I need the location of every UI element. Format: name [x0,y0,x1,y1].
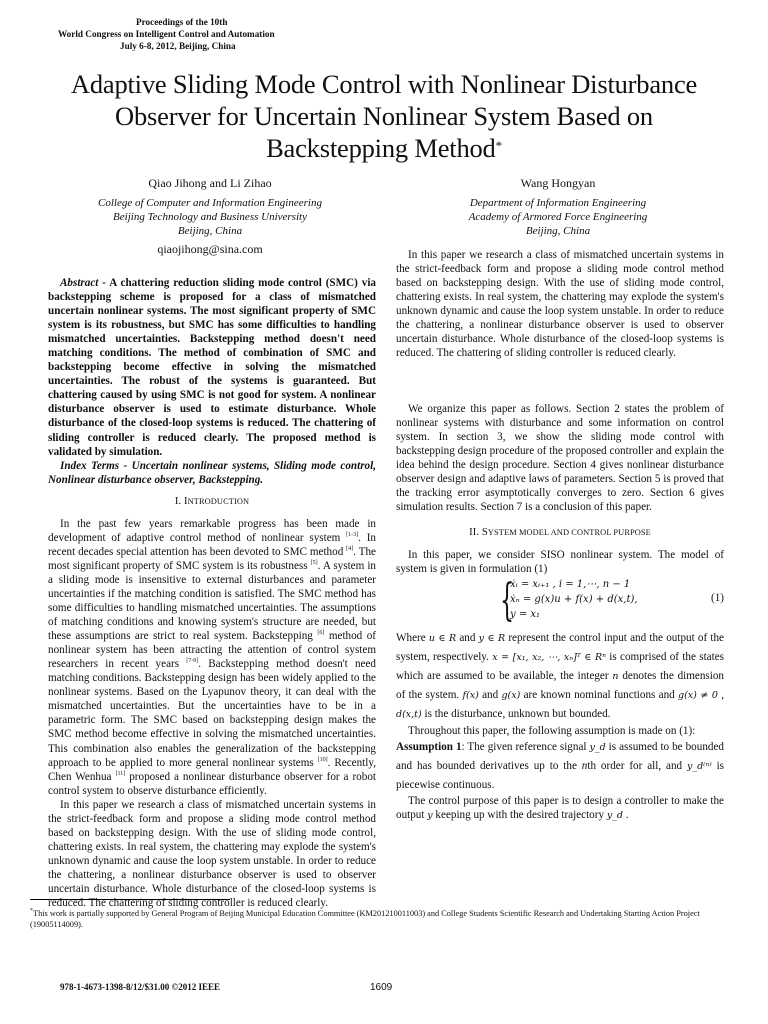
affiliation-1-line-2: Beijing Technology and Business University [113,211,307,223]
author-email: qiaojihong@sina.com [157,242,263,256]
abstract [48,276,376,459]
footnote-rule [30,899,230,900]
affiliation-2-line-1: Department of Information Engineering [469,197,647,209]
abstract-text: A chattering reduction sliding mode control (SMC) via backstepping scheme is proposed for a class of mismatched uncertain nonlinear systems. The most significant property of SMC system is its robustness, but SMC has some difficulties to handling mismatched uncertainties. Backstepping method doesn't need matching conditions. The method of combination of SMC and backstepping become effective in solving the mismatched uncertainties. The robust of the systems is guaranteed. But chattering caused by using SMC is not good for system. A nonlinear disturbance observer is used to estimate disturbance. Whole disturbance of the closed-loop systems is reduced. The chattering of sliding controller is reduced clearly. The proposed method is validated by simulation. [48,277,376,458]
section-2-paragraph-4: The control purpose of this paper is to design a controller to make the output y keeping up with the desired trajectory y_d . [396,794,724,821]
page-number: 1609 [370,982,393,993]
section-2-paragraph-2: Where u ∈ R and y ∈ R represent the control input and the output of the system, respectively. x = [x₁, x₂, ⋯, xₙ]ᵀ ∈ Rⁿ is comprised of the states which are assumed to be available, the integer n denotes the dimension of the system. f(x) and g(x) are known nominal functions and g(x) ≠ 0 , d(x,t) is the disturbance, unknown but bounded. [396,631,725,720]
right-column [396,249,725,823]
section-1-heading: I. INTRODUCTION [174,495,250,507]
author-names-1: Qiao Jihong and Li Zihao [148,176,272,190]
section-2-heading: II. SYSTEM MODEL AND CONTROL PURPOSE [469,527,651,539]
affiliation-1-line-3: Beijing, China [177,225,243,237]
affiliation-2-line-2: Academy of Armored Force Engineering [468,211,648,223]
proceedings-line-3: July 6-8, 2012, Beijing, China [120,41,236,52]
section-2-paragraph-1: In this paper, we consider SISO nonlinear system. The model of system is given in formulation (1) [396,549,724,576]
footnote [30,906,730,931]
index-terms-label: Index Terms - [60,459,128,472]
section-2-paragraph-3: Throughout this paper, the following assumption is made on (1): [408,724,696,737]
assumption-1: Assumption 1: The given reference signal y_d is assumed to be bounded and has bounded derivatives up to the nth order for all, and y_d⁽ⁿ⁾ is piecewise continuous. [396,740,725,791]
index-terms-text: Uncertain nonlinear systems, Sliding mode control, Nonlinear disturbance observer, Backstepping. [48,459,376,486]
equation-brace: { [500,574,514,626]
index-terms [48,459,376,487]
paper-title [60,68,708,164]
equation-number: (1) [711,591,724,604]
proceedings-header [58,16,348,53]
proceedings-line-2: World Congress on Intelligent Control and Automation [58,29,275,40]
author-block-1 [60,176,360,257]
equation-1 [396,574,724,629]
affiliation-1-line-1: College of Computer and Information Engineering [98,197,322,209]
author-names-2: Wang Hongyan [520,176,596,190]
proceedings-line-1: Proceedings of the 10th [136,17,228,27]
footnote-mark: * [30,908,33,914]
equation-line-1: ẋᵢ = xᵢ₊₁ , i = 1,⋯, n − 1 [510,578,631,590]
title-footnote-mark: * [495,138,502,153]
intro-paragraph-3: We organize this paper as follows. Section 2 states the problem of nonlinear systems with disturbance and some information on control system. In section 3, we show the sliding mode control with backstepping design procedure of the proposed controller and explain the idea behind the design procedure. Section 4 gives nonlinear disturbance observer design and adaptive laws of parameters. Section 5 is proved that the tracking error asymptotically converges to zero. Section 6 gives simulation results. Section 7 is a conclusion of this paper. [396,403,724,514]
intro-paragraph-2: In this paper we research a class of mismatched uncertain systems in the strict-feedback form and propose a sliding mode control method based on backstepping design. With the use of sliding mode control, chattering exists. In real system, the chattering may explode the system's unknown dynamic and cause the loop system unstable. In order to reduce the chattering, a nonlinear disturbance observer is used to observer uncertain disturbance. Whole disturbance of the closed-loop systems is reduced. The chattering of sliding controller is reduced clearly. [48,798,376,910]
intro-paragraph-1: In the past few years remarkable progress has been made in development of adaptive control method of nonlinear system [1-3]. In recent decades special attention has been devoted to SMC method [4]. The most significant property of SMC system is its robustness [5]. A system in a sliding mode is insensitive to external disturbances and parameter uncertainties if the matching condition is satisfied. The SMC method has some difficulties to handling mismatched uncertainties. The assumptions of matching conditions and knowing system's structure are needed, but these assumptions are strict to real system. Backstepping [6] method of nonlinear system has been attracting the attention of control system researchers in recent years [7-9]. Backstepping method doesn't need matching conditions. Backstepping design has been widely applied to the nonlinear systems. Based on the Lyapunov theory, it can deal with the mismatched uncertainties. But the uncertainties have to be in a parametric form. The SMC based on backstepping design makes the SMC method become effective in solving the mismatched uncertainties. This combination also enables the generalization of the backstepping approach to be applied to more general nonlinear systems [10]. Recently, Chen Wenhua [11] proposed a nonlinear disturbance observer for a robot control system to observe disturbance efficiently. [48,517,376,797]
paper-title-text: Adaptive Sliding Mode Control with Nonlinear Disturbance Observer for Uncertain Nonlinear System Based on Backstepping Method [70,69,698,163]
affiliation-2-line-3: Beijing, China [525,225,591,237]
footnote-text: This work is partially supported by General Program of Beijing Municipal Education Committee (KM201210011003) and College Students Scientific Research and Undertaking Starting Action Project (19005114009). [30,908,700,930]
author-block-2 [408,176,708,238]
isbn-line: 978-1-4673-1398-8/12/$31.00 ©2012 IEEE [60,982,220,992]
left-column [48,276,376,910]
equation-line-2: ẋₙ = g(x)u + f(x) + d(x,t), [510,593,638,605]
intro-paragraph-2-continued: In this paper we research a class of mismatched uncertain systems in the strict-feedback form and propose a sliding mode control method based on backstepping design. With the use of sliding mode control, chattering exists. In real system, the chattering may explode the system's unknown dynamic and cause the loop system unstable. In order to reduce the chattering, a nonlinear disturbance observer is used to observer uncertain disturbance. Whole disturbance of the closed-loop systems is reduced. The chattering of sliding controller is reduced clearly. [396,249,724,360]
abstract-label: Abstract - [60,277,106,289]
equation-line-3: y = x₁ [510,608,541,620]
